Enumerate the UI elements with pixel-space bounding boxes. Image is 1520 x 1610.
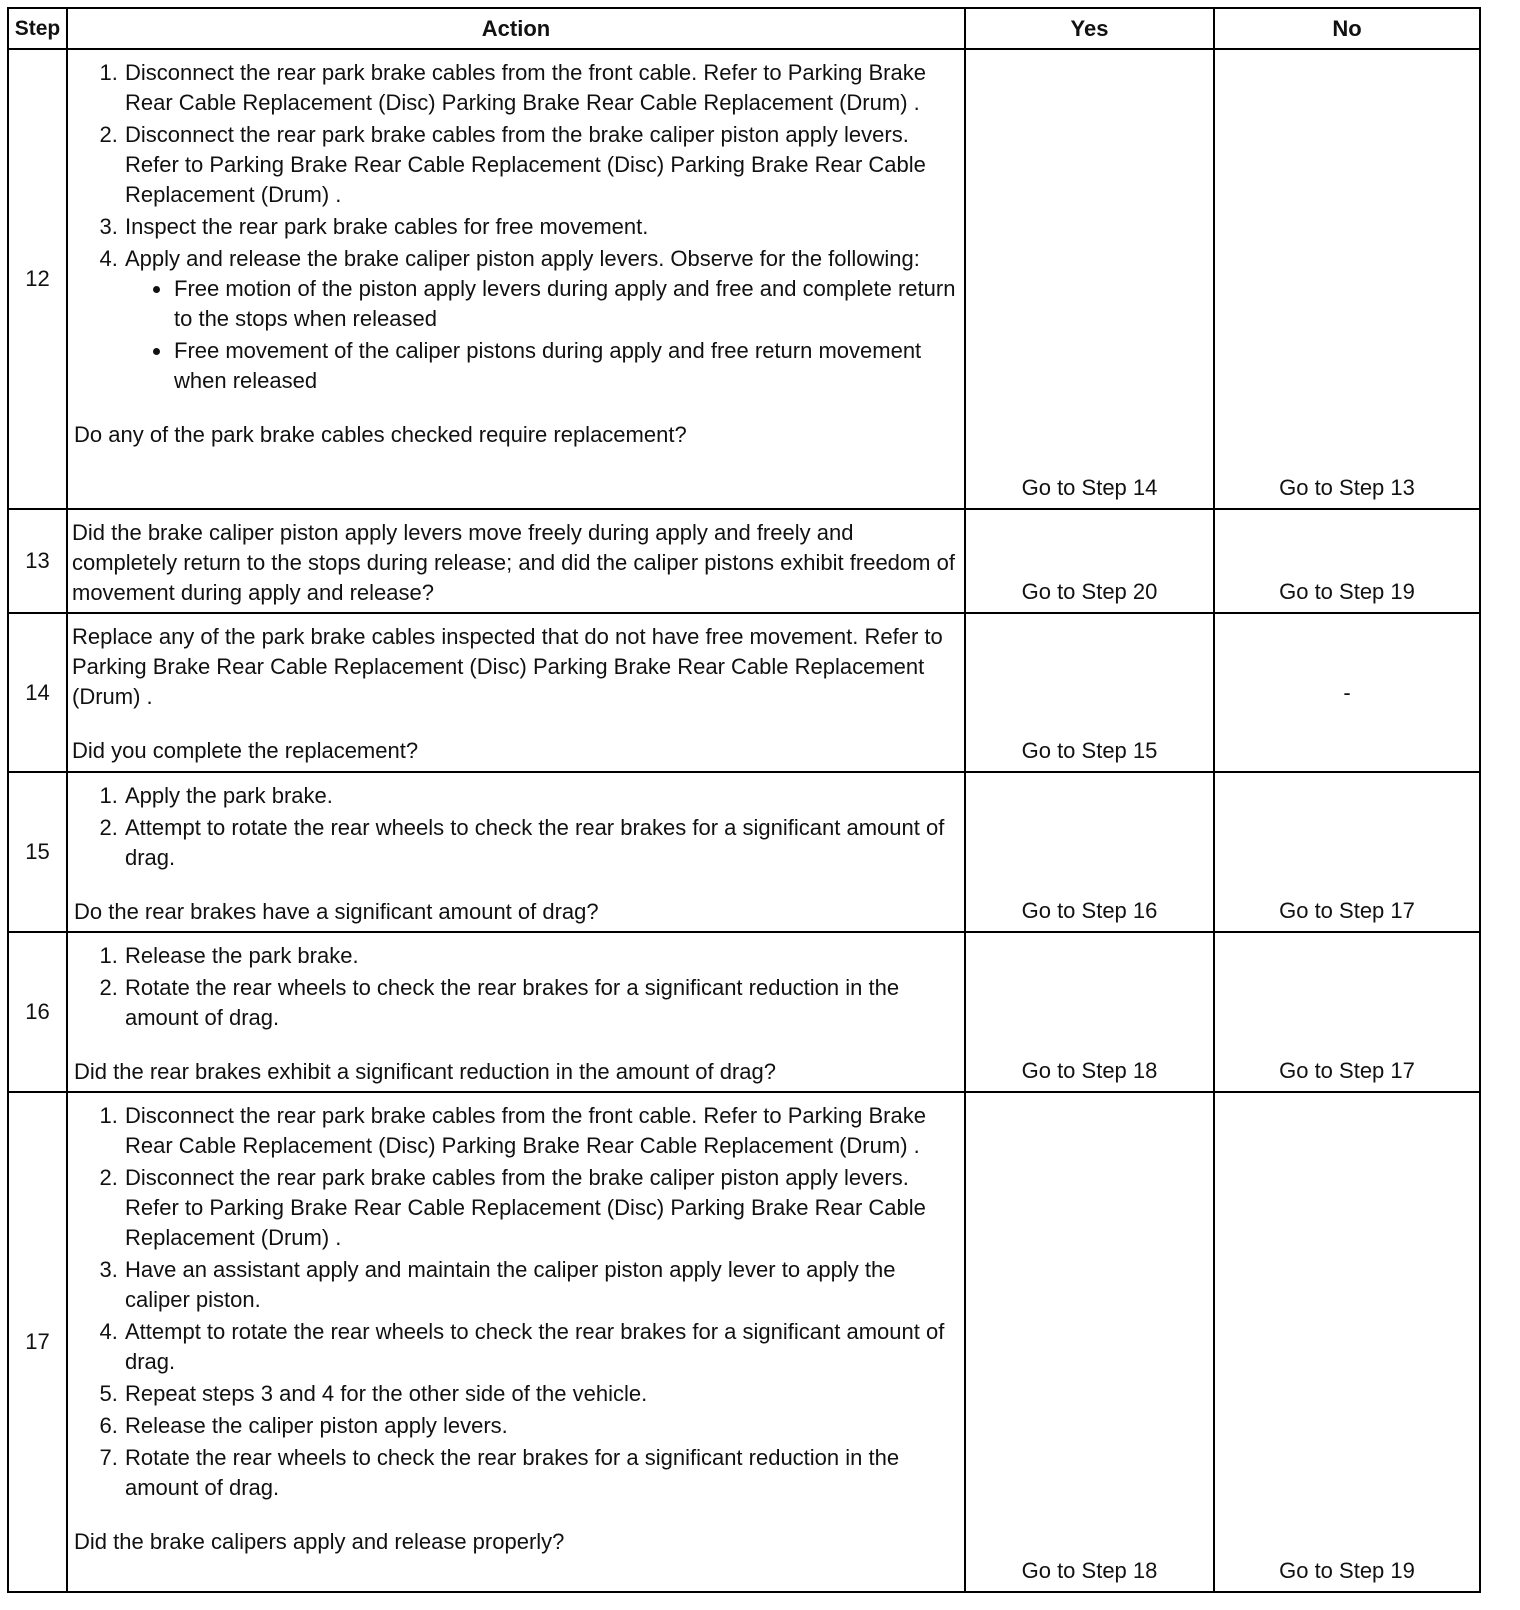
list-item: 3. Inspect the rear park brake cables for free movement.	[124, 212, 958, 242]
bullet-list	[125, 274, 958, 396]
yes-column-header: Yes	[965, 8, 1214, 49]
numbered-steps	[74, 58, 958, 396]
table-row-step-16	[8, 932, 1480, 1092]
list-item: 6. Release the caliper piston apply levers.	[124, 1411, 958, 1441]
question-text: Did the rear brakes exhibit a significant reduction in the amount of drag?	[74, 1059, 776, 1084]
header-row	[8, 8, 1480, 49]
table-row-step-12	[8, 49, 1480, 509]
table-row-step-15	[8, 772, 1480, 932]
table-row-step-13	[8, 509, 1480, 613]
step-column-header: Step	[8, 8, 67, 49]
step-number: 17	[8, 1092, 67, 1592]
yes-result: Go to Step 20	[965, 509, 1214, 613]
question-text: Did the brake caliper piston apply levers move freely during apply and freely and completely return to the stops during release; and did the caliper pistons exhibit freedom of movement during apply and release?	[72, 520, 955, 605]
no-column-header: No	[1214, 8, 1480, 49]
step-number: 14	[8, 613, 67, 772]
no-result: Go to Step 13	[1214, 49, 1480, 509]
step-number: 16	[8, 932, 67, 1092]
list-item-text: Apply and release the brake caliper piston apply levers. Observe for the following:	[125, 246, 920, 271]
no-result: Go to Step 19	[1214, 509, 1480, 613]
step-number: 15	[8, 772, 67, 932]
action-cell	[67, 1092, 965, 1592]
list-item: 2. Disconnect the rear park brake cables from the brake caliper piston apply levers. Refer to Parking Brake Rear Cable Replacement (Disc) Parking Brake Rear Cable Replacement (Drum) .	[124, 120, 958, 210]
list-item: 1. Apply the park brake.	[124, 781, 958, 811]
list-item: 2. Rotate the rear wheels to check the rear brakes for a significant reduction in the amount of drag.	[124, 973, 958, 1033]
numbered-steps	[74, 941, 958, 1033]
table-row-step-17	[8, 1092, 1480, 1592]
no-result: Go to Step 19	[1214, 1092, 1480, 1592]
action-cell	[67, 932, 965, 1092]
yes-result: Go to Step 18	[965, 932, 1214, 1092]
list-item: 2. Disconnect the rear park brake cables from the brake caliper piston apply levers. Refer to Parking Brake Rear Cable Replacement (Disc) Parking Brake Rear Cable Replacement (Drum) .	[124, 1163, 958, 1253]
list-item: 3. Have an assistant apply and maintain the caliper piston apply lever to apply the caliper piston.	[124, 1255, 958, 1315]
no-result: -	[1214, 613, 1480, 772]
question-text: Did the brake calipers apply and release properly?	[74, 1529, 565, 1554]
list-item: 1. Disconnect the rear park brake cables from the front cable. Refer to Parking Brake Rear Cable Replacement (Disc) Parking Brake Rear Cable Replacement (Drum) .	[124, 1101, 958, 1161]
diagnostic-table	[7, 7, 1481, 1593]
step-number: 12	[8, 49, 67, 509]
numbered-steps	[74, 1101, 958, 1503]
instruction-text: Replace any of the park brake cables inspected that do not have free movement. Refer to Parking Brake Rear Cable Replacement (Disc) Parking Brake Rear Cable Replacement (Drum) .	[72, 624, 943, 709]
action-column-header: Action	[67, 8, 965, 49]
yes-result: Go to Step 18	[965, 1092, 1214, 1592]
table-row-step-14	[8, 613, 1480, 772]
no-result: Go to Step 17	[1214, 932, 1480, 1092]
question-text: Did you complete the replacement?	[72, 738, 419, 763]
list-item	[124, 244, 958, 396]
step-number: 13	[8, 509, 67, 613]
list-item: 1. Disconnect the rear park brake cables from the front cable. Refer to Parking Brake Rear Cable Replacement (Disc) Parking Brake Rear Cable Replacement (Drum) .	[124, 58, 958, 118]
list-item: 4. Attempt to rotate the rear wheels to check the rear brakes for a significant amount of drag.	[124, 1317, 958, 1377]
bullet-item: • Free motion of the piston apply levers during apply and free and complete return to the stops when released	[173, 274, 958, 334]
list-item: 2. Attempt to rotate the rear wheels to check the rear brakes for a significant amount of drag.	[124, 813, 958, 873]
yes-result: Go to Step 14	[965, 49, 1214, 509]
list-item: 1. Release the park brake.	[124, 941, 958, 971]
yes-result: Go to Step 16	[965, 772, 1214, 932]
bullet-item: • Free movement of the caliper pistons during apply and free return movement when released	[173, 336, 958, 396]
numbered-steps	[74, 781, 958, 873]
action-cell	[67, 772, 965, 932]
question-text: Do any of the park brake cables checked require replacement?	[74, 422, 687, 447]
question-text: Do the rear brakes have a significant amount of drag?	[74, 899, 599, 924]
yes-result: Go to Step 15	[965, 613, 1214, 772]
no-result: Go to Step 17	[1214, 772, 1480, 932]
action-cell	[67, 509, 965, 613]
list-item: 5. Repeat steps 3 and 4 for the other side of the vehicle.	[124, 1379, 958, 1409]
action-cell	[67, 49, 965, 509]
list-item: 7. Rotate the rear wheels to check the rear brakes for a significant reduction in the amount of drag.	[124, 1443, 958, 1503]
action-cell	[67, 613, 965, 772]
